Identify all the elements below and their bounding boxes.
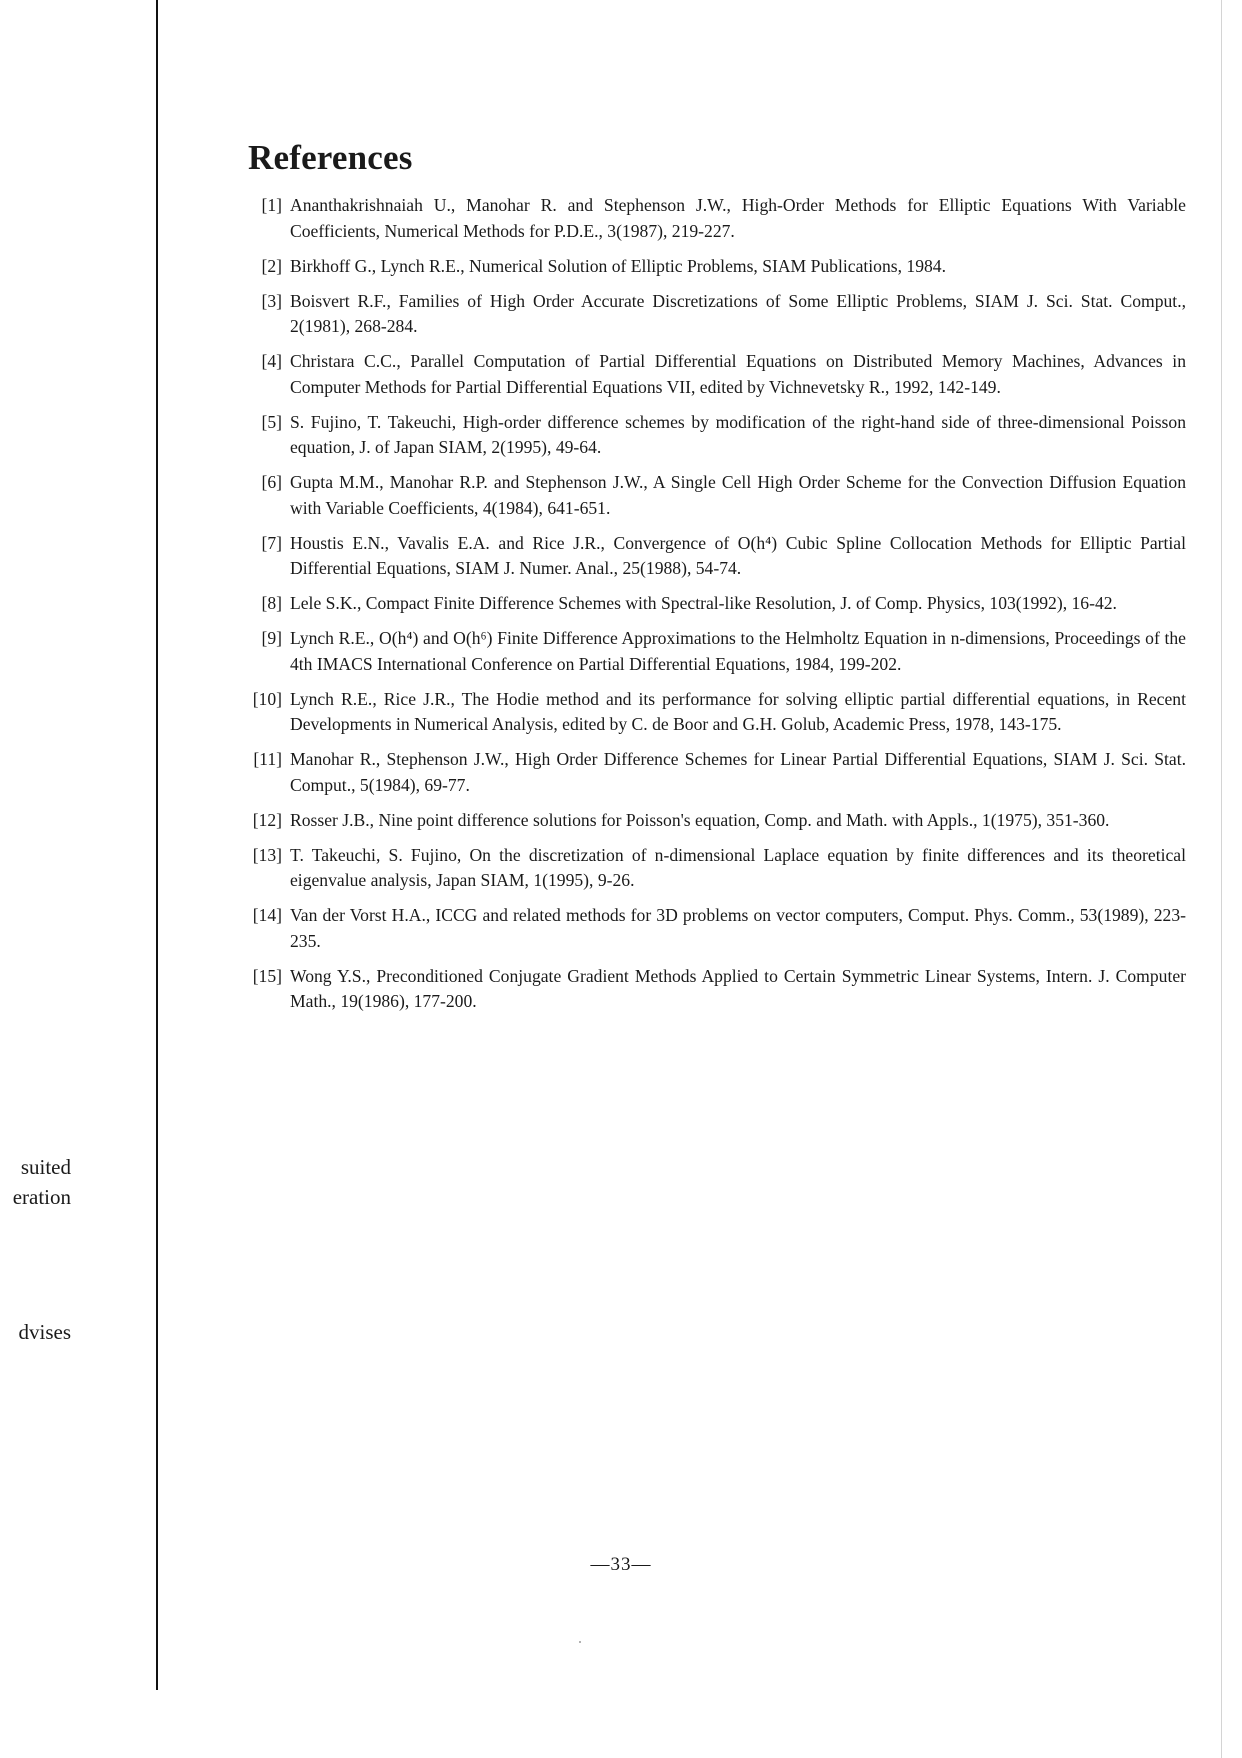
reference-text: Lynch R.E., Rice J.R., The Hodie method and its performance for solving elliptic partial differential equations, in Recent Developments in Numerical Analysis, edited by C. de Boor and G.H. Golub, Academic Press, 1978, 143-175. — [290, 688, 1186, 734]
reference-text: Manohar R., Stephenson J.W., High Order Difference Schemes for Linear Partial Differential Equations, SIAM J. Sci. Stat. Comput., 5(1984), 69-77. — [290, 749, 1186, 795]
reference-text: Van der Vorst H.A., ICCG and related methods for 3D problems on vector computers, Comput. Phys. Comm., 53(1989), 223-235. — [290, 905, 1186, 951]
reference-text: S. Fujino, T. Takeuchi, High-order difference schemes by modification of the right-hand side of three-dimensional Poisson equation, J. of Japan SIAM, 2(1995), 49-64. — [290, 411, 1186, 457]
reference-text: Christara C.C., Parallel Computation of Partial Differential Equations on Distributed Memory Machines, Advances in Computer Methods for Partial Differential Equations VII, edited by Vichnevetsky R., 1992, 142-149. — [290, 351, 1186, 397]
reference-number: [13] — [252, 844, 282, 865]
reference-item — [248, 193, 1186, 244]
reference-item — [248, 410, 1186, 461]
reference-number: [10] — [252, 688, 282, 709]
adjacent-page-fragment: suited — [20, 1155, 71, 1179]
reference-number: [15] — [252, 965, 282, 986]
reference-number: [4] — [261, 351, 282, 371]
reference-item — [248, 289, 1186, 340]
reference-item — [248, 591, 1186, 617]
reference-text: Lele S.K., Compact Finite Difference Schemes with Spectral-like Resolution, J. of Comp. Physics, 103(1992), 16-42. — [290, 593, 1117, 613]
reference-item — [248, 843, 1186, 894]
reference-item — [248, 349, 1186, 400]
reference-text: T. Takeuchi, S. Fujino, On the discretization of n-dimensional Laplace equation by finite differences and its theoretical eigenvalue analysis, Japan SIAM, 1(1995), 9-26. — [290, 844, 1186, 890]
scan-speck — [579, 1641, 581, 1643]
adjacent-page-fragment: eration — [12, 1185, 71, 1209]
reference-text: Boisvert R.F., Families of High Order Accurate Discretizations of Some Elliptic Problems, SIAM J. Sci. Stat. Comput., 2(1981), 268-284. — [290, 290, 1186, 336]
reference-number: [9] — [261, 628, 282, 648]
reference-number: [6] — [261, 472, 282, 492]
reference-text: Wong Y.S., Preconditioned Conjugate Gradient Methods Applied to Certain Symmetric Linear Systems, Intern. J. Computer Math., 19(1986), 177-200. — [290, 965, 1186, 1011]
reference-number: [12] — [252, 809, 282, 830]
section-heading: References — [248, 138, 413, 177]
reference-text: Gupta M.M., Manohar R.P. and Stephenson J.W., A Single Cell High Order Scheme for the Convection Diffusion Equation with Variable Coefficients, 4(1984), 641-651. — [290, 472, 1186, 518]
reference-item — [248, 626, 1186, 677]
reference-number: [8] — [261, 593, 282, 613]
references-section — [248, 137, 1186, 1024]
reference-number: [2] — [261, 255, 282, 276]
page-number: —33— — [590, 1554, 652, 1575]
reference-item — [248, 687, 1186, 738]
page-right-edge — [1221, 0, 1222, 1758]
reference-number: [3] — [261, 290, 282, 311]
reference-item — [248, 964, 1186, 1015]
reference-item — [248, 254, 1186, 280]
binding-edge-line — [156, 0, 158, 1690]
reference-item — [248, 470, 1186, 521]
reference-number: [5] — [261, 411, 282, 432]
reference-text: Lynch R.E., O(h⁴) and O(h⁶) Finite Difference Approximations to the Helmholtz Equation in n-dimensions, Proceedings of the 4th IMACS International Conference on Partial Differential Equations, 1984, 199-202. — [290, 628, 1186, 674]
adjacent-page-fragment: dvises — [18, 1320, 71, 1344]
reference-text: Houstis E.N., Vavalis E.A. and Rice J.R., Convergence of O(h⁴) Cubic Spline Collocation Methods for Elliptic Partial Differential Equations, SIAM J. Numer. Anal., 25(1988), 54-74. — [290, 532, 1186, 578]
reference-number: [7] — [261, 532, 282, 553]
reference-number: [1] — [261, 195, 282, 215]
reference-text: Rosser J.B., Nine point difference solutions for Poisson's equation, Comp. and Math. with Appls., 1(1975), 351-360. — [290, 809, 1110, 830]
reference-item — [248, 903, 1186, 954]
reference-item — [248, 747, 1186, 798]
reference-list — [248, 193, 1186, 1015]
reference-text: Ananthakrishnaiah U., Manohar R. and Stephenson J.W., High-Order Methods for Elliptic Equations With Variable Coefficients, Numerical Methods for P.D.E., 3(1987), 219-227. — [290, 195, 1186, 241]
reference-item — [248, 808, 1186, 834]
reference-number: [14] — [252, 905, 282, 925]
reference-number: [11] — [253, 749, 282, 769]
reference-item — [248, 531, 1186, 582]
reference-text: Birkhoff G., Lynch R.E., Numerical Solution of Elliptic Problems, SIAM Publications, 1984. — [290, 255, 946, 276]
